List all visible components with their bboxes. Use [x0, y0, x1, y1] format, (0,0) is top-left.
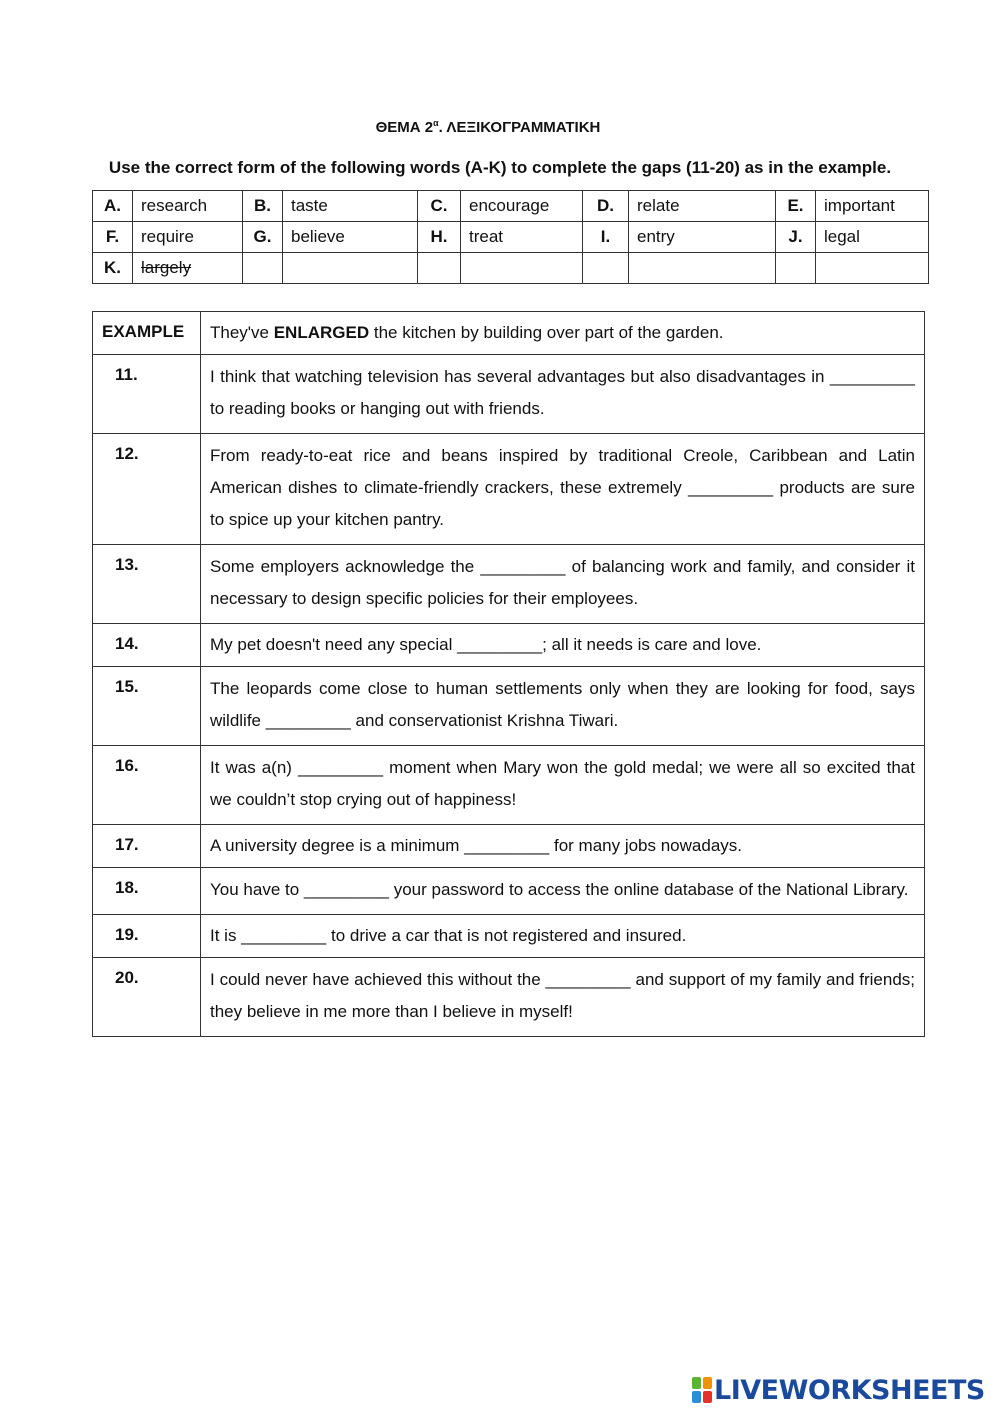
question-text: I could never have achieved this without the _________ and support of my family and friends; they believe in me more than I believe in myself! [201, 958, 925, 1037]
word-letter: A. [93, 191, 133, 222]
empty-cell [629, 253, 776, 284]
section-title: ΘΕΜΑ $2^\alpha$. ΛΕΞΙΚΟΓΡΑΜΜΑΤΙΚΗ [375, 118, 601, 136]
question-number: 20. [93, 958, 201, 1037]
brand-text: LIVEWORKSHEETS [714, 1374, 985, 1406]
question-text: It is _________ to drive a car that is not registered and insured. [201, 915, 925, 958]
question-row [93, 545, 925, 624]
word-cell: taste [283, 191, 418, 222]
question-row [93, 355, 925, 434]
word-letter: D. [583, 191, 629, 222]
word-bank-row [93, 222, 929, 253]
question-number: 18. [93, 868, 201, 915]
empty-cell [243, 253, 283, 284]
question-text: I think that watching television has several advantages but also disadvantages in _________ to reading books or hanging out with friends. [201, 355, 925, 434]
question-row [93, 667, 925, 746]
word-cell: require [133, 222, 243, 253]
word-letter: K. [93, 253, 133, 284]
example-row [93, 312, 925, 355]
instruction-text: Use the correct form of the following words (A-K) to complete the gaps (11-20) as in the example. [108, 158, 892, 177]
question-row [93, 915, 925, 958]
word-letter: J. [776, 222, 816, 253]
word-cell-used: largely [133, 253, 243, 284]
question-number: 14. [93, 624, 201, 667]
word-letter: G. [243, 222, 283, 253]
question-row [93, 825, 925, 868]
word-cell: believe [283, 222, 418, 253]
word-cell: research [133, 191, 243, 222]
empty-cell [283, 253, 418, 284]
question-row [93, 434, 925, 545]
question-row [93, 868, 925, 915]
word-bank-table [92, 190, 929, 284]
word-letter: H. [418, 222, 461, 253]
question-row [93, 746, 925, 825]
word-cell: encourage [461, 191, 583, 222]
example-keyword: ENLARGED [273, 323, 370, 342]
question-row [93, 624, 925, 667]
word-letter: I. [583, 222, 629, 253]
question-row [93, 958, 925, 1037]
liveworksheets-icon [692, 1377, 712, 1403]
question-number: 19. [93, 915, 201, 958]
word-cell: entry [629, 222, 776, 253]
word-cell: treat [461, 222, 583, 253]
question-number: 11. [93, 355, 201, 434]
question-text: You have to _________ your password to access the online database of the National Library. [201, 868, 925, 915]
example-sentence: They've ENLARGED the kitchen by building over part of the garden. [201, 312, 925, 355]
question-number: 15. [93, 667, 201, 746]
word-bank-row [93, 191, 929, 222]
word-letter: B. [243, 191, 283, 222]
empty-cell [776, 253, 816, 284]
question-text: Some employers acknowledge the _________ of balancing work and family, and consider it necessary to design specific policies for their employees. [201, 545, 925, 624]
question-number: 17. [93, 825, 201, 868]
question-number: 12. [93, 434, 201, 545]
liveworksheets-logo [692, 1374, 985, 1406]
empty-cell [816, 253, 929, 284]
word-cell: legal [816, 222, 929, 253]
word-cell: relate [629, 191, 776, 222]
empty-cell [418, 253, 461, 284]
word-cell: important [816, 191, 929, 222]
word-bank-row [93, 253, 929, 284]
word-letter: C. [418, 191, 461, 222]
question-text: The leopards come close to human settlements only when they are looking for food, says wildlife _________ and conservationist Krishna Tiwari. [201, 667, 925, 746]
question-text: From ready-to-eat rice and beans inspired by traditional Creole, Caribbean and Latin American dishes to climate-friendly crackers, these extremely _________ products are sure to spice up your kitchen pantry. [201, 434, 925, 545]
example-label: EXAMPLE [93, 312, 201, 355]
question-number: 16. [93, 746, 201, 825]
empty-cell [583, 253, 629, 284]
question-text: It was a(n) _________ moment when Mary won the gold medal; we were all so excited that we couldn’t stop crying out of happiness! [201, 746, 925, 825]
exercise-table [92, 311, 925, 1037]
empty-cell [461, 253, 583, 284]
question-text: My pet doesn't need any special _________; all it needs is care and love. [201, 624, 925, 667]
word-letter: E. [776, 191, 816, 222]
question-number: 13. [93, 545, 201, 624]
question-text: A university degree is a minimum _________ for many jobs nowadays. [201, 825, 925, 868]
word-letter: F. [93, 222, 133, 253]
